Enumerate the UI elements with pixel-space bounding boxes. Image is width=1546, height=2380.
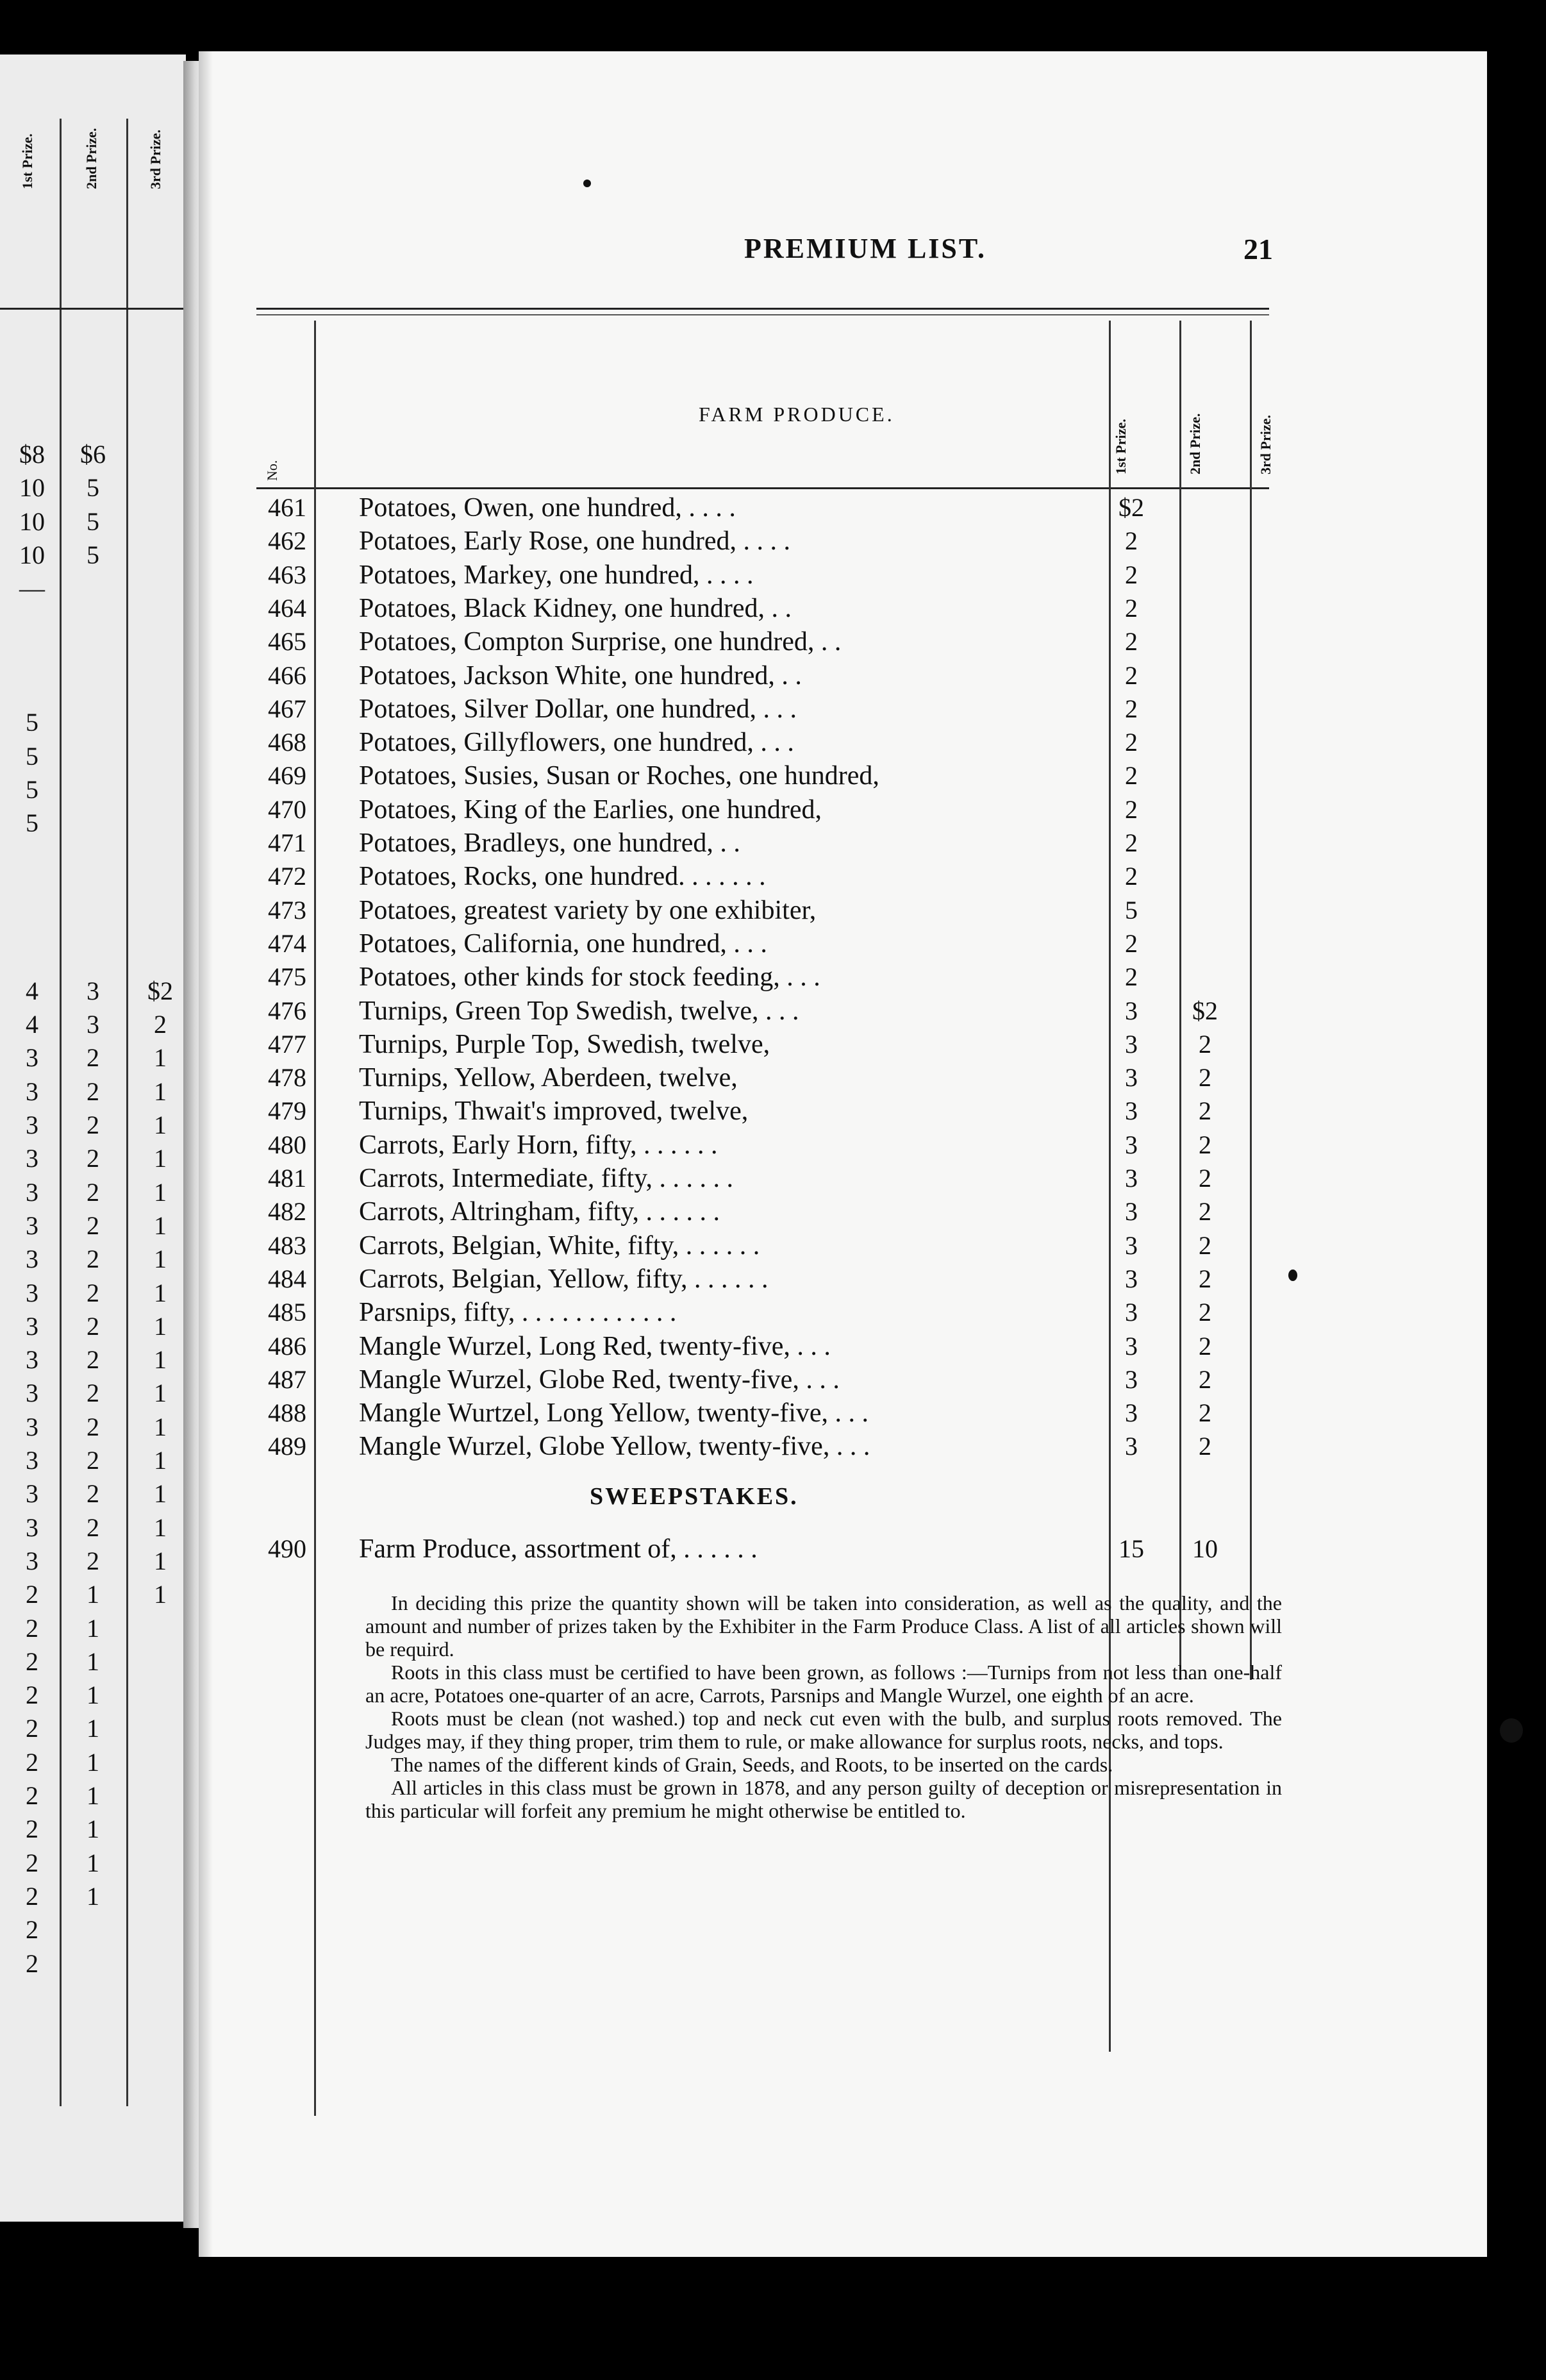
row-description: Parsnips, fifty, . . . . . . . . . . . . [359, 1298, 677, 1328]
row-prize1: 3 [1125, 1432, 1138, 1461]
left-col-prize1: 1st Prize. [19, 133, 35, 189]
left-prize-cell: $6 [80, 440, 106, 469]
left-prize-cell: 1 [154, 1446, 167, 1475]
left-prize-cell: 1 [87, 1714, 99, 1743]
left-table-row [0, 1579, 186, 1613]
sweepstakes-title: SWEEPSTAKES. [590, 1483, 799, 1510]
left-prize-cell: 2 [87, 1446, 99, 1475]
left-prize-cell: 2 [87, 1345, 99, 1375]
row-number: 466 [268, 660, 306, 690]
row-description: Turnips, Yellow, Aberdeen, twelve, [359, 1063, 738, 1093]
row-prize1: 3 [1125, 1197, 1138, 1227]
table-row [244, 694, 1461, 727]
row-prize1: 3 [1125, 1096, 1138, 1126]
left-table-row [0, 943, 186, 976]
row-number: 463 [268, 560, 306, 589]
row-prize1: 2 [1125, 627, 1138, 657]
left-table-row [0, 775, 186, 808]
left-table-row [0, 808, 186, 841]
row-description: Potatoes, Jackson White, one hundred, . . [359, 660, 802, 691]
row-prize2: 2 [1199, 1298, 1211, 1327]
fold-shadow [199, 51, 213, 2257]
left-prize-cell: 1 [154, 1278, 167, 1307]
left-table-row [0, 707, 186, 741]
left-prize-cell: 3 [26, 1244, 38, 1274]
row-prize1: 3 [1125, 1264, 1138, 1293]
column-header-prize2: 2nd Prize. [1187, 413, 1203, 474]
table-header-rule [256, 487, 1269, 489]
left-table-row [0, 1345, 186, 1378]
row-prize1: 2 [1125, 962, 1138, 992]
row-number: 468 [268, 728, 306, 757]
row-description: Farm Produce, assortment of, . . . . . . [359, 1534, 758, 1564]
left-table-row [0, 1546, 186, 1579]
header-rule [256, 308, 1269, 310]
left-prize-cell: 2 [87, 1177, 99, 1207]
row-description: Potatoes, Compton Surprise, one hundred, . . [359, 627, 842, 657]
row-number: 462 [268, 526, 306, 556]
left-prize-cell: 2 [87, 1278, 99, 1307]
row-number: 469 [268, 761, 306, 791]
left-prize-cell: 3 [26, 1446, 38, 1475]
left-prize-cell: 1 [154, 1110, 167, 1139]
table-row [244, 626, 1461, 660]
left-prize-cell: 2 [26, 1714, 38, 1743]
row-number: 478 [268, 1063, 306, 1093]
left-prize-cell: 2 [26, 1814, 38, 1844]
left-prize-cell: 2 [87, 1211, 99, 1240]
left-table-row [0, 1613, 186, 1647]
left-prize-cell: 1 [87, 1613, 99, 1643]
left-prize-cell: 2 [87, 1412, 99, 1441]
row-number: 483 [268, 1230, 306, 1260]
left-prize-cell: 2 [87, 1144, 99, 1173]
left-prize-cell: 2 [87, 1546, 99, 1575]
left-prize-cell: 3 [26, 1177, 38, 1207]
left-table-row [0, 741, 186, 775]
left-table-row [0, 1143, 186, 1177]
left-table-row [0, 439, 186, 473]
row-number: 471 [268, 828, 306, 857]
row-number: 488 [268, 1398, 306, 1428]
row-number: 482 [268, 1197, 306, 1227]
left-prize-cell: $2 [147, 976, 173, 1005]
left-prize-cell: 3 [87, 1010, 99, 1039]
left-prize-cell: 2 [26, 1647, 38, 1676]
row-prize2: 2 [1199, 1164, 1211, 1193]
left-table-row [0, 1713, 186, 1747]
left-prize-cell: 1 [87, 1814, 99, 1844]
row-prize2: 2 [1199, 1197, 1211, 1227]
section-title: FARM PRODUCE. [699, 403, 895, 426]
row-prize2: 2 [1199, 1432, 1211, 1461]
header-rule-thin [256, 314, 1269, 315]
row-prize1: 3 [1125, 1230, 1138, 1260]
row-number: 467 [268, 694, 306, 723]
left-prize-cell: 5 [26, 741, 38, 771]
left-prize-cell: 3 [26, 1211, 38, 1240]
row-description: Potatoes, Owen, one hundred, . . . . [359, 493, 736, 523]
left-prize-cell: 1 [154, 1211, 167, 1240]
left-prize-cell: 2 [87, 1513, 99, 1542]
row-prize2: 10 [1192, 1534, 1218, 1563]
table-row [244, 1264, 1461, 1297]
row-prize2: 2 [1199, 1364, 1211, 1394]
row-number: 489 [268, 1432, 306, 1461]
left-table-row [0, 573, 186, 607]
row-prize1: 2 [1125, 593, 1138, 623]
page [199, 51, 1487, 2257]
row-prize1: 2 [1125, 862, 1138, 891]
row-description: Potatoes, Bradleys, one hundred, . . [359, 828, 740, 858]
left-prize-cell: 3 [26, 1077, 38, 1106]
row-number: 486 [268, 1331, 306, 1361]
table-row [244, 560, 1461, 593]
left-table-row [0, 1311, 186, 1345]
table-row [244, 1196, 1461, 1230]
left-prize-cell: 5 [87, 540, 99, 569]
table-row [244, 660, 1461, 694]
left-table-row [0, 1814, 186, 1847]
table-row [244, 1297, 1461, 1330]
left-prize-cell: 3 [87, 976, 99, 1005]
row-prize1: $2 [1118, 493, 1144, 522]
row-description: Potatoes, King of the Earlies, one hundred, [359, 794, 822, 825]
left-table-row [0, 473, 186, 506]
row-number: 476 [268, 996, 306, 1025]
left-table-row [0, 1043, 186, 1076]
row-description: Mangle Wurtzel, Long Yellow, twenty-five, . . . [359, 1398, 869, 1429]
notes-block [365, 1591, 1282, 1822]
row-description: Carrots, Early Horn, fifty, . . . . . . [359, 1130, 718, 1160]
row-prize1: 3 [1125, 1029, 1138, 1059]
left-prize-cell: 2 [87, 1110, 99, 1139]
left-table-row [0, 1445, 186, 1479]
ink-speck [583, 180, 591, 187]
row-number: 465 [268, 627, 306, 657]
row-description: Mangle Wurzel, Globe Yellow, twenty-five, . . . [359, 1432, 870, 1462]
row-description: Turnips, Purple Top, Swedish, twelve, [359, 1029, 770, 1059]
table-row [244, 1130, 1461, 1163]
row-number: 480 [268, 1130, 306, 1159]
left-prize-cell: 1 [154, 1311, 167, 1341]
left-prize-cell: 2 [26, 1781, 38, 1810]
row-number: 474 [268, 928, 306, 958]
left-table-row [0, 1680, 186, 1713]
row-description: Carrots, Belgian, Yellow, fifty, . . . . . . [359, 1264, 769, 1294]
left-prize-cell: 2 [87, 1077, 99, 1106]
left-prize-cell: 1 [87, 1848, 99, 1877]
note-paragraph: In deciding this prize the quantity shown will be taken into consideration, as well as the quality, and the amount and number of prizes taken by the Exhibiter in the Farm Produce Class. A list of all articles shown will be requird. [365, 1591, 1282, 1661]
table-row [244, 1431, 1461, 1464]
left-table-row [0, 1211, 186, 1244]
left-prize-cell: 3 [26, 1379, 38, 1408]
left-prize-cell: 1 [154, 1345, 167, 1375]
left-prize-cell: 5 [87, 507, 99, 536]
row-description: Carrots, Belgian, White, fifty, . . . . . . [359, 1230, 760, 1261]
left-prize-cell: 1 [154, 1379, 167, 1408]
left-prize-cell: 2 [26, 1915, 38, 1945]
left-table-row [0, 1412, 186, 1445]
left-prize-cell: 10 [19, 473, 45, 503]
left-table-row [0, 1077, 186, 1110]
row-prize1: 3 [1125, 1331, 1138, 1361]
left-prize-cell: 1 [154, 1244, 167, 1274]
left-table-row [0, 540, 186, 573]
table-row [244, 1230, 1461, 1264]
left-table-row [0, 1009, 186, 1043]
left-prize-cell: 2 [26, 1680, 38, 1710]
left-table-row [0, 842, 186, 875]
row-prize2: $2 [1192, 996, 1218, 1025]
left-prize-cell: 5 [26, 708, 38, 737]
left-prize-cell: 2 [26, 1747, 38, 1777]
row-prize2: 2 [1199, 1331, 1211, 1361]
left-prize-cell: 3 [26, 1412, 38, 1441]
left-prize-cell: 2 [26, 1848, 38, 1877]
left-prize-cell: 1 [154, 1412, 167, 1441]
row-description: Turnips, Thwait's improved, twelve, [359, 1096, 749, 1127]
left-prize-cell: 5 [26, 775, 38, 804]
row-prize2: 2 [1199, 1029, 1211, 1059]
table-row [244, 1096, 1461, 1129]
row-prize1: 3 [1125, 1130, 1138, 1159]
left-prize-cell: 3 [26, 1513, 38, 1542]
left-prize-cell: 2 [87, 1379, 99, 1408]
row-description: Mangle Wurzel, Globe Red, twenty-five, . . . [359, 1364, 840, 1395]
row-description: Potatoes, Early Rose, one hundred, . . . . [359, 526, 791, 557]
note-paragraph: All articles in this class must be grown in 1878, and any person guilty of deception or misrepresentation in this particular will forfeit any premium he might otherwise be entitled to. [365, 1776, 1282, 1822]
row-prize1: 2 [1125, 728, 1138, 757]
left-prize-cell: 5 [26, 809, 38, 838]
left-table-row [0, 976, 186, 1009]
row-description: Mangle Wurzel, Long Red, twenty-five, . . . [359, 1331, 831, 1361]
left-prize-cell: 2 [26, 1948, 38, 1978]
table-row [244, 1331, 1461, 1364]
left-prize-cell: 1 [154, 1479, 167, 1509]
ink-blot [1500, 1718, 1523, 1743]
row-number: 490 [268, 1534, 306, 1563]
left-prize-cell: $8 [19, 440, 45, 469]
table-row [244, 928, 1461, 962]
row-number: 464 [268, 593, 306, 623]
left-table-row [0, 607, 186, 641]
table-row [244, 895, 1461, 928]
table-row [244, 861, 1461, 894]
left-table-row [0, 1848, 186, 1881]
left-table-row [0, 1513, 186, 1546]
left-prize-cell: — [19, 574, 45, 603]
left-prize-cell: 1 [87, 1647, 99, 1676]
row-number: 485 [268, 1298, 306, 1327]
row-prize1: 2 [1125, 928, 1138, 958]
row-prize1: 2 [1125, 560, 1138, 589]
row-description: Potatoes, Susies, Susan or Roches, one hundred, [359, 761, 879, 791]
left-prize-cell: 3 [26, 1311, 38, 1341]
left-prize-cell: 2 [26, 1580, 38, 1609]
left-prize-cell: 10 [19, 507, 45, 536]
row-description: Carrots, Altringham, fifty, . . . . . . [359, 1197, 720, 1227]
left-prize-cell: 2 [26, 1613, 38, 1643]
left-prize-cell: 1 [87, 1680, 99, 1710]
row-prize1: 2 [1125, 794, 1138, 824]
left-prize-cell: 1 [154, 1513, 167, 1542]
left-table-row [0, 674, 186, 707]
table-row [244, 727, 1461, 760]
table-row [244, 760, 1461, 794]
row-prize1: 3 [1125, 996, 1138, 1025]
row-description: Potatoes, Black Kidney, one hundred, . . [359, 593, 792, 623]
left-table-row [0, 1647, 186, 1680]
left-table-row [0, 1781, 186, 1814]
row-prize1: 2 [1125, 828, 1138, 857]
table-row [244, 794, 1461, 828]
row-prize2: 2 [1199, 1096, 1211, 1126]
left-table-row [0, 1948, 186, 1982]
table-row [244, 526, 1461, 559]
note-paragraph: Roots must be clean (not washed.) top and neck cut even with the bulb, and surplus roots removed. The Judges may, if they thing proper, trim them to rule, or make allowance for surplus roots, necks, and tops. [365, 1707, 1282, 1753]
table-row [244, 593, 1461, 626]
table-row [244, 1163, 1461, 1196]
left-prize-cell: 4 [26, 976, 38, 1005]
left-prize-cell: 2 [87, 1043, 99, 1073]
row-description: Potatoes, California, one hundred, . . . [359, 928, 767, 959]
row-prize2: 2 [1199, 1063, 1211, 1093]
left-prize-cell: 1 [87, 1747, 99, 1777]
row-number: 484 [268, 1264, 306, 1293]
left-table-row [0, 1747, 186, 1781]
row-description: Potatoes, Rocks, one hundred. . . . . . . [359, 862, 766, 892]
row-prize1: 2 [1125, 526, 1138, 556]
left-prize-cell: 3 [26, 1546, 38, 1575]
row-prize1: 15 [1118, 1534, 1144, 1563]
row-description: Potatoes, other kinds for stock feeding, . . . [359, 962, 820, 993]
row-prize1: 3 [1125, 1164, 1138, 1193]
row-prize2: 2 [1199, 1264, 1211, 1293]
left-prize-cell: 3 [26, 1110, 38, 1139]
left-prize-cell: 3 [26, 1479, 38, 1509]
left-table-row [0, 1110, 186, 1143]
table-row [244, 1398, 1461, 1431]
row-number: 473 [268, 895, 306, 925]
left-prize-cell: 1 [154, 1546, 167, 1575]
left-prize-cell: 2 [87, 1311, 99, 1341]
row-prize1: 3 [1125, 1398, 1138, 1428]
left-prize-cell: 2 [154, 1010, 167, 1039]
left-table-row [0, 1244, 186, 1277]
column-header-prize1: 1st Prize. [1113, 419, 1129, 474]
ink-speck [1288, 1270, 1297, 1281]
left-prize-cell: 1 [154, 1177, 167, 1207]
left-prize-cell: 3 [26, 1043, 38, 1073]
left-prize-cell: 3 [26, 1278, 38, 1307]
row-description: Potatoes, Silver Dollar, one hundred, . . . [359, 694, 797, 724]
left-table-row [0, 909, 186, 942]
left-prize-cell: 3 [26, 1345, 38, 1375]
row-number: 470 [268, 794, 306, 824]
left-prize-cell: 5 [87, 473, 99, 503]
left-prize-cell: 1 [154, 1043, 167, 1073]
left-prize-cell: 4 [26, 1010, 38, 1039]
row-number: 477 [268, 1029, 306, 1059]
left-table-row [0, 641, 186, 674]
left-table-row [0, 1479, 186, 1512]
left-prize-cell: 2 [26, 1881, 38, 1911]
left-prize-cell: 1 [154, 1580, 167, 1609]
row-description: Potatoes, Gillyflowers, one hundred, . . . [359, 728, 794, 758]
row-prize1: 3 [1125, 1364, 1138, 1394]
left-prize-cell: 3 [26, 1144, 38, 1173]
left-table-row [0, 1915, 186, 1948]
row-number: 487 [268, 1364, 306, 1394]
row-prize1: 3 [1125, 1298, 1138, 1327]
left-prize-cell: 1 [154, 1144, 167, 1173]
page-title: PREMIUM LIST. [744, 233, 986, 264]
note-paragraph: Roots in this class must be certified to have been grown, as follows :—Turnips from not less than one-half an acre, Potatoes one-quarter of an acre, Carrots, Parsnips and Mangle Wurzel, one eighth of an acre. [365, 1661, 1282, 1707]
row-description: Potatoes, greatest variety by one exhibiter, [359, 895, 817, 925]
left-table-row [0, 875, 186, 909]
note-paragraph: The names of the different kinds of Grain, Seeds, and Roots, to be inserted on the cards. [391, 1753, 1113, 1776]
left-prize-cell: 1 [154, 1077, 167, 1106]
table-row [244, 1364, 1461, 1398]
left-prize-cell: 2 [87, 1244, 99, 1274]
row-number: 472 [268, 862, 306, 891]
table-row [244, 996, 1461, 1029]
table-row [244, 492, 1461, 526]
row-prize1: 3 [1125, 1063, 1138, 1093]
left-table-row [0, 507, 186, 540]
left-table-row [0, 1378, 186, 1411]
row-description: Potatoes, Markey, one hundred, . . . . [359, 560, 754, 590]
row-prize1: 2 [1125, 761, 1138, 791]
row-number: 481 [268, 1164, 306, 1193]
row-prize2: 2 [1199, 1130, 1211, 1159]
column-header-prize3: 3rd Prize. [1258, 415, 1274, 474]
row-prize1: 2 [1125, 660, 1138, 690]
table-row [244, 1062, 1461, 1096]
table-row [244, 962, 1461, 995]
page-number: 21 [1243, 233, 1273, 265]
row-prize2: 2 [1199, 1398, 1211, 1428]
left-col-prize2: 2nd Prize. [83, 128, 99, 189]
column-header-no: No. [264, 460, 280, 481]
left-prize-cell: 1 [87, 1580, 99, 1609]
table-row [244, 828, 1461, 861]
left-table-row [0, 1278, 186, 1311]
row-prize1: 2 [1125, 694, 1138, 723]
left-prize-cell: 1 [87, 1881, 99, 1911]
row-prize2: 2 [1199, 1230, 1211, 1260]
left-prize-cell: 1 [87, 1781, 99, 1810]
left-prize-cell: 10 [19, 540, 45, 569]
left-prize-cell: 2 [87, 1479, 99, 1509]
row-prize1: 5 [1125, 895, 1138, 925]
row-number: 479 [268, 1096, 306, 1126]
left-page-fragment [0, 54, 186, 2222]
left-col-prize3: 3rd Prize. [147, 130, 163, 189]
table-row [244, 1029, 1461, 1062]
row-description: Carrots, Intermediate, fifty, . . . . . . [359, 1164, 733, 1193]
left-header-rule [0, 308, 186, 310]
row-description: Turnips, Green Top Swedish, twelve, . . . [359, 996, 799, 1026]
table-row [244, 1534, 1461, 1567]
row-number: 475 [268, 962, 306, 992]
left-table-row [0, 1881, 186, 1915]
left-table-row [0, 1177, 186, 1211]
row-number: 461 [268, 493, 306, 522]
